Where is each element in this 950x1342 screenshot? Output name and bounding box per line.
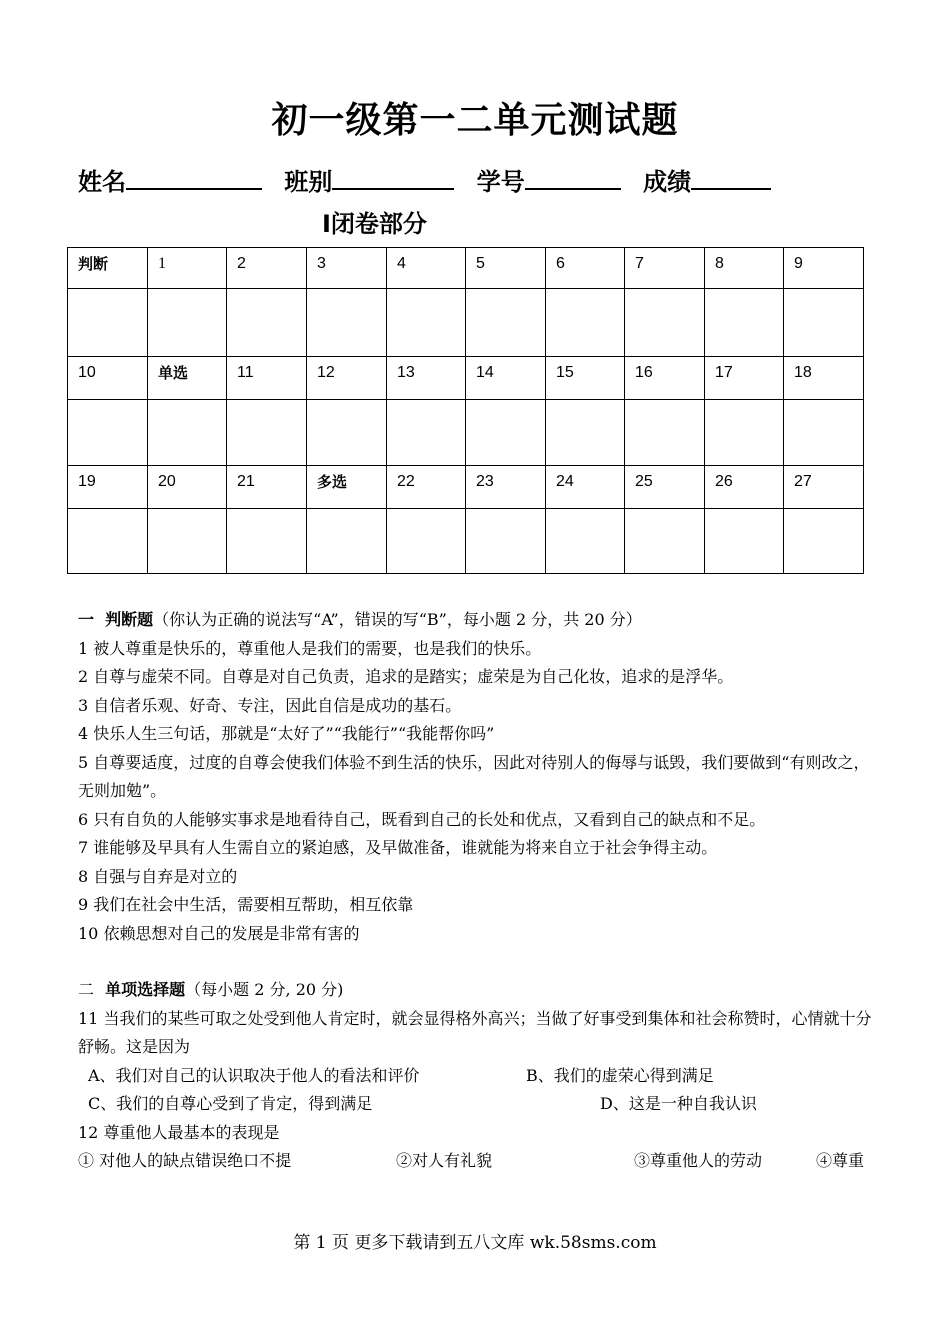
grid-label-cell: 23	[466, 466, 546, 509]
section2-title: 单项选择题	[105, 980, 186, 999]
grid-label-cell: 16	[625, 357, 705, 400]
grid-label-cell: 判断	[68, 248, 148, 289]
class-field	[284, 162, 454, 197]
grid-label-cell: 13	[387, 357, 466, 400]
page-footer: 第 1 页 更多下载请到五八文库 wk.58sms.com	[293, 1233, 657, 1253]
tf-question: 2 自尊与虚荣不同。自尊是对自己负责，追求的是踏实；虚荣是为自己化妆，追求的是浮华。	[78, 667, 734, 686]
grid-label-cell: 8	[705, 248, 784, 289]
section1-title: 判断题	[105, 610, 154, 629]
grid-label-cell: 19	[68, 466, 148, 509]
grid-label-cell: 17	[705, 357, 784, 400]
tf-question: 10 依赖思想对自己的发展是非常有害的	[78, 923, 360, 943]
answer-cell[interactable]	[625, 400, 705, 466]
tf-question: 8 自强与自弃是对立的	[78, 866, 238, 886]
grid-label-cell: 单选	[148, 357, 227, 400]
answer-cell[interactable]	[68, 400, 148, 466]
grid-label-cell: 11	[227, 357, 307, 400]
section2-heading	[78, 976, 878, 1005]
closed-section-title: Ⅰ闭卷部分	[322, 210, 427, 238]
grid-label-cell: 4	[387, 248, 466, 289]
grid-label-cell: 7	[625, 248, 705, 289]
grid-label-cell: 24	[546, 466, 625, 509]
answer-cell[interactable]	[784, 289, 864, 357]
tf-question: 6 只有自负的人能够实事求是地看待自己，既看到自己的长处和优点，又看到自己的缺点和不足。	[78, 809, 766, 829]
answer-cell[interactable]	[784, 509, 864, 574]
answer-cell[interactable]	[227, 289, 307, 357]
grid-label-cell: 14	[466, 357, 546, 400]
grid-answer-row-2	[68, 400, 864, 466]
section1-heading	[78, 606, 878, 635]
answer-cell[interactable]	[784, 400, 864, 466]
answer-cell[interactable]	[705, 400, 784, 466]
answer-grid	[67, 247, 864, 574]
grid-label-cell: 27	[784, 466, 864, 509]
section1-num: 一	[78, 610, 95, 629]
tf-question: 1 被人尊重是快乐的，尊重他人是我们的需要，也是我们的快乐。	[78, 638, 542, 658]
q12-option-3: ③尊重他人的劳动	[634, 1151, 763, 1170]
section2-note: （每小题 2 分, 20 分)	[185, 980, 344, 999]
grid-answer-row-1	[68, 289, 864, 357]
answer-cell[interactable]	[466, 509, 546, 574]
q11-option-a: A、我们对自己的认识取决于他人的看法和评价	[88, 1065, 420, 1085]
grid-label-cell: 15	[546, 357, 625, 400]
grid-label-cell: 6	[546, 248, 625, 289]
grid-label-row-2	[68, 357, 864, 400]
page-title: 初一级第一二单元测试题	[271, 100, 679, 141]
answer-cell[interactable]	[68, 289, 148, 357]
grid-label-cell: 3	[307, 248, 387, 289]
answer-cell[interactable]	[307, 509, 387, 574]
grid-answer-row-3	[68, 509, 864, 574]
q11-options-row-2	[78, 1090, 878, 1119]
answer-cell[interactable]	[68, 509, 148, 574]
number-field	[477, 162, 621, 197]
name-blank[interactable]	[126, 168, 262, 190]
answer-cell[interactable]	[625, 509, 705, 574]
tf-question: 3 自信者乐观、好奇、专注，因此自信是成功的基石。	[78, 695, 462, 715]
section1-note: （你认为正确的说法写“A”，错误的写“B”，每小题 2 分，共 20 分）	[153, 610, 642, 629]
answer-cell[interactable]	[307, 289, 387, 357]
answer-cell[interactable]	[705, 509, 784, 574]
q11-options-row-1	[78, 1062, 878, 1091]
grid-label-cell: 18	[784, 357, 864, 400]
score-blank[interactable]	[691, 168, 771, 190]
grid-label-cell: 多选	[307, 466, 387, 509]
name-label: 姓名	[78, 168, 126, 196]
q11-option-b: B、我们的虚荣心得到满足	[526, 1065, 714, 1085]
number-label: 学号	[476, 168, 525, 196]
name-field	[78, 162, 262, 197]
questions-body	[78, 606, 878, 1176]
answer-cell[interactable]	[148, 509, 227, 574]
answer-cell[interactable]	[546, 400, 625, 466]
answer-cell[interactable]	[387, 289, 466, 357]
section2-num: 二	[78, 980, 95, 999]
answer-cell[interactable]	[705, 289, 784, 357]
mc-question-11: 11 当我们的某些可取之处受到他人肯定时，就会显得格外高兴；当做了好事受到集体和社会称赞时，心情就十分舒畅。这是因为	[78, 1008, 872, 1056]
grid-label-cell: 9	[784, 248, 864, 289]
student-info-row	[78, 162, 898, 197]
q11-option-c: C、我们的自尊心受到了肯定，得到满足	[88, 1094, 373, 1113]
score-field	[643, 162, 771, 197]
grid-label-cell: 25	[625, 466, 705, 509]
q11-option-d: D、这是一种自我认识	[600, 1094, 757, 1113]
answer-cell[interactable]	[466, 289, 546, 357]
mc-question-12: 12 尊重他人最基本的表现是	[78, 1122, 280, 1142]
score-label: 成绩	[643, 168, 692, 196]
answer-cell[interactable]	[227, 509, 307, 574]
q12-option-2: ②对人有礼貌	[396, 1151, 493, 1170]
grid-label-row-3	[68, 466, 864, 509]
grid-label-cell: 12	[307, 357, 387, 400]
grid-label-cell: 26	[705, 466, 784, 509]
grid-label-cell: 22	[387, 466, 466, 509]
q12-options-row	[78, 1147, 878, 1176]
answer-cell[interactable]	[625, 289, 705, 357]
tf-question: 9 我们在社会中生活，需要相互帮助，相互依靠	[78, 895, 414, 914]
grid-label-cell: 21	[227, 466, 307, 509]
answer-cell[interactable]	[546, 509, 625, 574]
number-blank[interactable]	[525, 168, 621, 190]
class-blank[interactable]	[332, 168, 454, 190]
answer-cell[interactable]	[387, 509, 466, 574]
q12-option-4: ④尊重	[816, 1151, 865, 1170]
answer-cell[interactable]	[546, 289, 625, 357]
tf-question: 4 快乐人生三句话，那就是“太好了”“我能行”“我能帮你吗”	[78, 724, 495, 743]
tf-question: 7 谁能够及早具有人生需自立的紧迫感，及早做准备，谁就能为将来自立于社会争得主动。	[78, 838, 718, 857]
tf-question: 5 自尊要适度，过度的自尊会使我们体验不到生活的快乐，因此对待别人的侮辱与诋毁，我们要做到“有则改之，无则加勉”。	[78, 752, 870, 800]
grid-label-cell: 1	[148, 248, 227, 289]
class-label: 班别	[284, 168, 333, 196]
grid-label-cell: 20	[148, 466, 227, 509]
section-spacer	[78, 948, 878, 976]
answer-cell[interactable]	[148, 400, 227, 466]
answer-cell[interactable]	[227, 400, 307, 466]
grid-label-cell: 2	[227, 248, 307, 289]
answer-cell[interactable]	[307, 400, 387, 466]
grid-label-cell: 10	[68, 357, 148, 400]
grid-label-cell: 5	[466, 248, 546, 289]
answer-cell[interactable]	[148, 289, 227, 357]
answer-cell[interactable]	[466, 400, 546, 466]
grid-label-row-1	[68, 248, 864, 289]
q12-option-1: ① 对他人的缺点错误绝口不提	[78, 1151, 292, 1170]
answer-cell[interactable]	[387, 400, 466, 466]
